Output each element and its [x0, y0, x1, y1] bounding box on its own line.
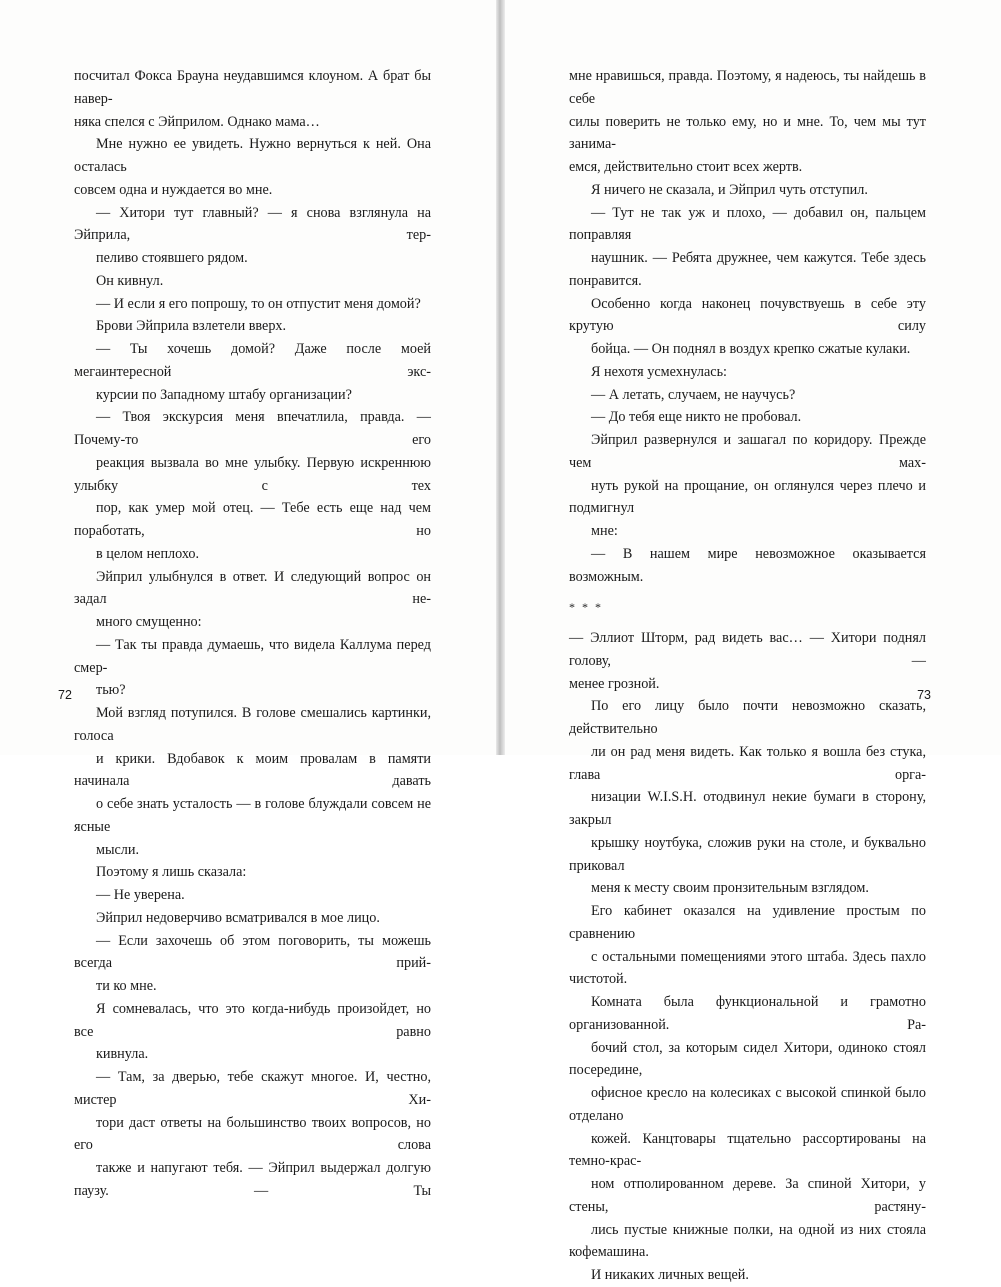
text-line: с остальными помещениями этого штаба. Здесь пахло чистотой. — [569, 948, 926, 988]
text-line: — Твоя экскурсия меня впечатлила, правда. — Почему-то его — [74, 409, 431, 448]
text-line: наушник. — Ребята дружнее, чем кажутся. Тебе здесь понравится. — [569, 250, 926, 289]
text-line: Поэтому я лишь сказала: — [96, 864, 247, 881]
text-line: Я нехотя усмехнулась: — [591, 363, 727, 380]
paragraph — [569, 429, 926, 543]
left-page — [0, 0, 496, 1199]
paragraph — [569, 627, 926, 695]
text-line: кожей. Канцтовары тщательно рассортированы на темно-крас- — [569, 1130, 926, 1170]
text-line: реакция вызвала во мне улыбку. Первую искреннюю улыбку с тех — [74, 454, 431, 494]
text-line: — Не уверена. — [96, 887, 185, 903]
text-line: и крики. Вдобавок к моим провалам в памяти начинала давать — [74, 750, 431, 790]
text-line: низации W.I.S.H. отодвинул некие бумаги в сторону, закрыл — [569, 789, 926, 828]
page-number: 72 — [58, 688, 72, 702]
text-line: тори даст ответы на большинство твоих вопросов, но его слова — [74, 1114, 431, 1154]
page-number: 73 — [917, 688, 931, 702]
paragraph — [569, 543, 926, 589]
text-line: мне нравишься, правда. Поэтому, я надеюсь, ты найдешь в себе — [569, 68, 926, 107]
text-line: крышку ноутбука, сложив руки на столе, и буквально приковал — [569, 834, 926, 874]
text-line: Он кивнул. — [96, 272, 164, 289]
paragraph — [74, 65, 431, 133]
text-line: Комната была функциональной и грамотно организованной. Ра- — [569, 994, 926, 1033]
text-line: меня к месту своим пронзительным взглядом. — [591, 880, 869, 897]
text-line: Эйприл улыбнулся в ответ. И следующий вопрос он задал не- — [74, 568, 431, 608]
text-line: о себе знать усталость — в голове блуждали совсем не ясные — [74, 796, 431, 835]
text-line: — Там, за дверью, тебе скажут многое. И, честно, мистер Хи- — [74, 1069, 431, 1108]
paragraph — [569, 361, 926, 384]
text-line: пор, как умер мой отец. — Тебе есть еще над чем поработать, но — [74, 500, 431, 539]
paragraph — [74, 133, 431, 201]
text-line: — Если захочешь об этом поговорить, ты можешь всегда прий- — [74, 932, 431, 972]
text-line: — До тебя еще никто не пробовал. — [591, 409, 802, 426]
text-line: Особенно когда наконец почувствуешь в себе эту крутую силу — [569, 295, 926, 335]
text-line: — Эллиот Шторм, рад видеть вас… — Хитори поднял голову, — — [569, 630, 926, 669]
book-gutter — [496, 0, 505, 755]
text-line: Я сомневалась, что это когда-нибудь произойдет, но все равно — [74, 1000, 431, 1040]
text-line: ном отполированном дереве. За спиной Хитори, у стены, растяну- — [569, 1176, 926, 1215]
text-line: бочий стол, за которым сидел Хитори, одиноко стоял посередине, — [569, 1039, 926, 1079]
text-line: Его кабинет оказался на удивление простым по сравнению — [569, 903, 926, 942]
text-line: Брови Эйприла взлетели вверх. — [96, 318, 287, 335]
paragraph — [74, 884, 431, 907]
text-line: По его лицу было почти невозможно сказать, действительно — [569, 698, 926, 737]
paragraph — [74, 293, 431, 316]
paragraph — [74, 1066, 431, 1203]
text-line: — Так ты правда думаешь, что видела Каллума перед смер- — [74, 636, 431, 676]
paragraph — [74, 566, 431, 634]
paragraph — [74, 998, 431, 1066]
right-page-text — [569, 65, 926, 1287]
scene-separator: * * * — [569, 600, 603, 615]
text-line: много смущенно: — [96, 614, 202, 630]
right-page — [505, 0, 1001, 1283]
left-page-text — [74, 65, 431, 1203]
text-line: лись пустые книжные полки, на одной из них стояла кофемашина. — [569, 1221, 926, 1261]
text-line: емся, действительно стоит всех жертв. — [569, 159, 803, 175]
text-line: Эйприл развернулся и зашагал по коридору. Прежде чем мах- — [569, 432, 926, 471]
text-line: — А летать, случаем, не научусь? — [591, 386, 796, 403]
paragraph — [74, 702, 431, 861]
text-line: — Тут не так уж и плохо, — добавил он, пальцем поправляя — [569, 204, 926, 244]
paragraph — [74, 861, 431, 884]
paragraph — [74, 930, 431, 998]
text-line: пеливо стоявшего рядом. — [96, 250, 248, 266]
text-line: Мой взгляд потупился. В голове смешались картинки, голоса — [74, 705, 431, 744]
text-line: менее грозной. — [569, 675, 660, 692]
text-line: силы поверить не только ему, но и мне. То, чем мы тут занима- — [569, 113, 926, 153]
paragraph — [569, 695, 926, 900]
text-line: ли он рад меня видеть. Как только я вошла без стука, глава орга- — [569, 743, 926, 783]
paragraph — [569, 65, 926, 179]
text-line: ти ко мне. — [96, 978, 157, 994]
text-line: няка спелся с Эйприлом. Однако мама… — [74, 113, 320, 130]
text-line: — Хитори тут главный? — я снова взглянула на Эйприла, тер- — [74, 204, 431, 244]
text-line: Эйприл недоверчиво всматривался в мое лицо. — [96, 909, 380, 926]
text-line: мысли. — [96, 841, 140, 858]
text-line: бойца. — Он поднял в воздух крепко сжатые кулаки. — [591, 341, 911, 357]
paragraph — [74, 634, 431, 702]
paragraph — [569, 202, 926, 361]
text-line: также и напугают тебя. — Эйприл выдержал долгую паузу. — Ты — [74, 1160, 431, 1199]
text-line: нуть рукой на прощание, он оглянулся через плечо и подмигнул — [569, 477, 926, 517]
text-line: Мне нужно ее увидеть. Нужно вернуться к ней. Она осталась — [74, 136, 431, 175]
text-line: совсем одна и нуждается во мне. — [74, 181, 273, 198]
text-line: кивнула. — [96, 1046, 149, 1063]
text-line: курсии по Западному штабу организации? — [96, 386, 352, 403]
text-line: — В нашем мире невозможное оказывается возможным. — [569, 545, 926, 585]
text-line: в целом неплохо. — [96, 545, 200, 562]
text-line: посчитал Фокса Брауна неудавшимся клоуном. А брат бы навер- — [74, 68, 431, 107]
text-line: мне: — [591, 523, 618, 539]
paragraph — [74, 338, 431, 406]
text-line: офисное кресло на колесиках с высокой спинкой было отделано — [569, 1085, 926, 1124]
paragraph — [74, 406, 431, 565]
text-line: — Ты хочешь домой? Даже после моей мегаинтересной экс- — [74, 341, 431, 380]
paragraph — [569, 179, 926, 202]
text-line: Я ничего не сказала, и Эйприл чуть отступил. — [591, 181, 868, 198]
text-line: — И если я его попрошу, то он отпустит меня домой? — [96, 295, 421, 312]
paragraph — [74, 270, 431, 293]
paragraph — [569, 406, 926, 429]
paragraph — [74, 315, 431, 338]
text-line: И никаких личных вещей. — [591, 1267, 749, 1283]
text-line: тью? — [96, 682, 126, 699]
paragraph — [74, 202, 431, 270]
paragraph — [569, 900, 926, 1287]
paragraph — [569, 384, 926, 407]
paragraph — [74, 907, 431, 930]
